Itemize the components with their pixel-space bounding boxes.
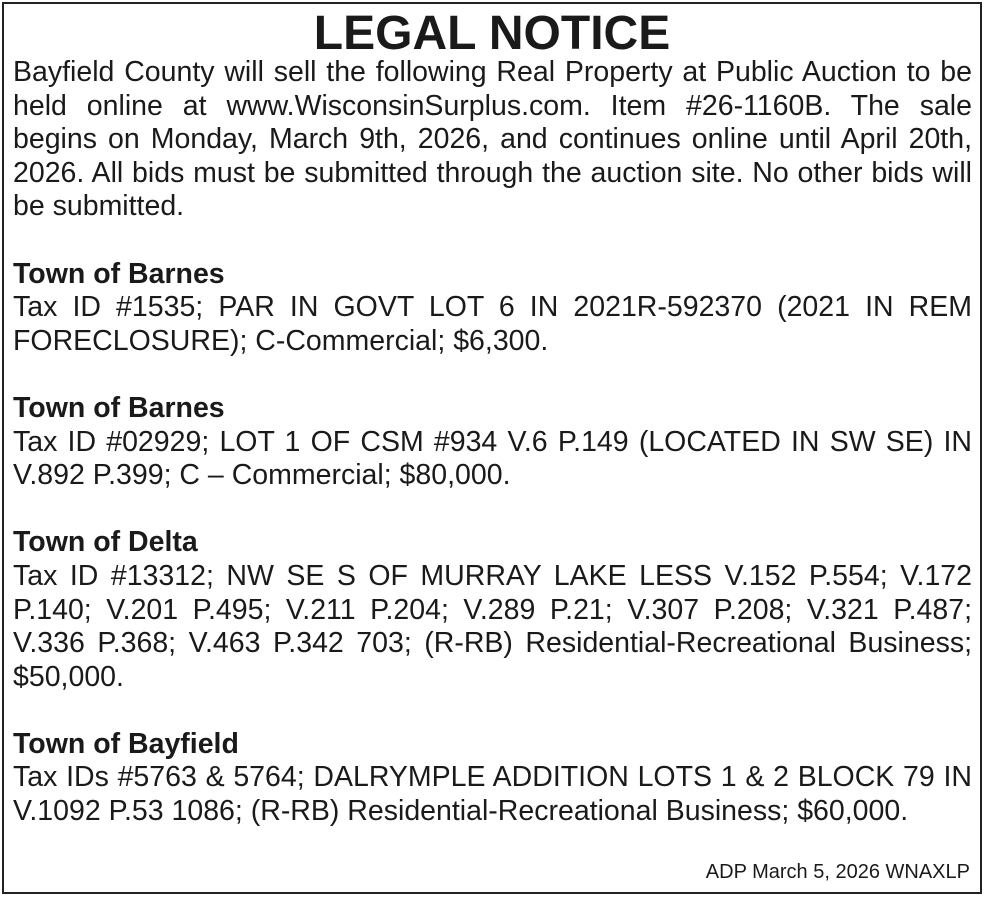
spacer — [13, 493, 972, 527]
listing-description: Tax ID #02929; LOT 1 OF CSM #934 V.6 P.149 (LOCATED IN SW SE) IN V.892 P.399; C – Commercial; $80,000. — [13, 425, 972, 492]
listing-item — [13, 258, 972, 359]
listing-item — [13, 526, 972, 694]
listing-item — [13, 392, 972, 493]
notice-title: LEGAL NOTICE — [313, 7, 671, 60]
publication-footer: ADP March 5, 2026 WNAXLP — [705, 861, 970, 883]
notice-body — [13, 56, 972, 829]
listing-description: Tax ID #13312; NW SE S OF MURRAY LAKE LESS V.152 P.554; V.172 P.140; V.201 P.495; V.211 P.204; V.289 P.21; V.307 P.208; V.321 P.487; V.336 P.368; V.463 P.342 703; (R-RB) Residential-Recreational Business; $50,000. — [13, 559, 972, 693]
listing-town: Town of Barnes — [13, 391, 225, 424]
listing-town: Town of Barnes — [13, 257, 225, 290]
legal-notice — [2, 2, 982, 894]
listing-description: Tax ID #1535; PAR IN GOVT LOT 6 IN 2021R-592370 (2021 IN REM FORECLOSURE); C-Commercial; $6,300. — [13, 291, 972, 357]
listing-town: Town of Delta — [13, 526, 198, 559]
listing-town: Town of Bayfield — [13, 727, 239, 760]
spacer — [13, 694, 972, 728]
listing-description: Tax IDs #5763 & 5764; DALRYMPLE ADDITION LOTS 1 & 2 BLOCK 79 IN V.1092 P.53 1086; (R-RB) Residential-Recreational Business; $60,000. — [13, 761, 972, 828]
spacer — [13, 358, 972, 392]
listing-item — [13, 728, 972, 829]
spacer — [13, 224, 972, 258]
intro-paragraph: Bayfield County will sell the following Real Property at Public Auction to be held online at www.WisconsinSurplus.com. Item #26-1160B. The sale begins on Monday, March 9th, 2026, and continues online until April 20th, 2026. All bids must be submitted through the auction site. No other bids will be submitted. — [13, 56, 972, 223]
